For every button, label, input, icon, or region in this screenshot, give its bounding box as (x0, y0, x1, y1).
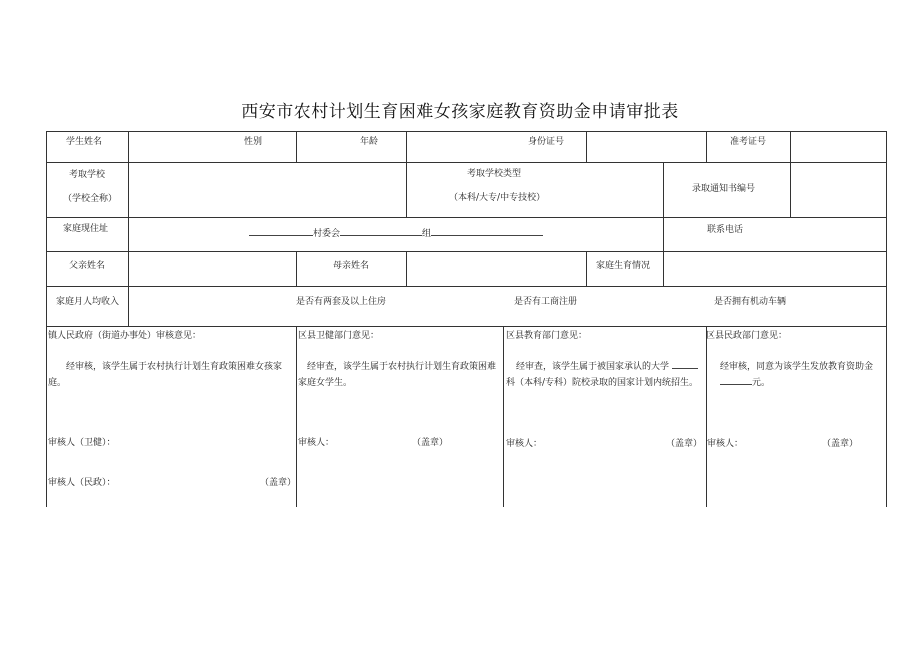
school-note: （学校全称） (63, 194, 118, 204)
vehicle-label: 是否拥有机动车辆 (714, 297, 787, 307)
admission-notice-label: 录取通知书编号 (692, 184, 756, 194)
cell-divider (296, 131, 297, 162)
cell-divider (296, 326, 297, 507)
cell-divider (706, 326, 707, 507)
town-review-heading: 镇人民政府（街道办事处）审核意见： (48, 331, 202, 341)
row-divider (46, 326, 886, 327)
cell-divider (296, 251, 297, 286)
education-review-heading: 区县教育部门意见： (506, 331, 588, 341)
amount-blank[interactable] (720, 376, 752, 385)
cell-divider (790, 162, 791, 217)
health-review-text: 经审查，该学生属于农村执行计划生育政策困难家庭女学生。 (298, 362, 497, 388)
education-seal: （盖章） (666, 439, 703, 449)
business-label: 是否有工商注册 (514, 297, 578, 307)
cell-divider (406, 162, 407, 217)
phone-label: 联系电话 (707, 225, 744, 235)
education-text-line2: 科（本科/专科）院校录取的国家计划内统招生。 (506, 378, 699, 388)
exam-number-label: 准考证号 (730, 137, 767, 147)
cell-divider (128, 251, 129, 286)
row-divider (46, 217, 886, 218)
civil-review-heading: 区县民政部门意见： (706, 331, 788, 341)
civil-text-line2: 元。 (752, 378, 771, 388)
cell-divider (128, 217, 129, 251)
application-form (46, 131, 886, 507)
cell-divider (128, 131, 129, 162)
row-divider (46, 286, 886, 287)
age-label: 年龄 (360, 137, 379, 147)
mother-name-label: 母亲姓名 (333, 261, 370, 271)
civil-review-text (720, 359, 884, 391)
civil-seal: （盖章） (822, 439, 859, 449)
cell-divider (128, 162, 129, 217)
civil-text-line1: 经审核，同意为该学生发放教育资助金 (720, 362, 874, 372)
town-reviewer-health: 审核人（卫健）： (48, 438, 116, 448)
village-blank[interactable] (249, 227, 313, 236)
education-text-line1: 经审查，该学生属于被国家承认的大学 (516, 362, 670, 372)
town-reviewer-civil: 审核人（民政）： (48, 478, 116, 488)
cell-divider (790, 131, 791, 162)
group-blank[interactable] (340, 227, 422, 236)
cell-divider (586, 131, 587, 162)
table-border-left (46, 131, 47, 507)
village-label: 村委会 (313, 229, 341, 239)
town-seal: （盖章） (260, 478, 297, 488)
cell-divider (503, 326, 504, 507)
address-label: 家庭现住址 (63, 224, 109, 234)
health-reviewer: 审核人： (298, 438, 335, 448)
cell-divider (663, 217, 664, 251)
income-label: 家庭月人均收入 (56, 297, 120, 307)
health-seal: （盖章） (412, 438, 449, 448)
education-review-text (506, 359, 704, 391)
school-type-label: 考取学校类型 (467, 169, 522, 179)
cell-divider (663, 251, 664, 286)
civil-reviewer: 审核人： (707, 439, 744, 449)
cell-divider (706, 131, 707, 162)
school-type-note: （本科/大专/中专技校） (449, 193, 546, 203)
gender-label: 性别 (244, 137, 263, 147)
cell-divider (406, 131, 407, 162)
birth-status-label: 家庭生育情况 (596, 261, 651, 271)
cell-divider (663, 162, 664, 217)
cell-divider (406, 251, 407, 286)
town-review-text: 经审核，该学生属于农村执行计划生育政策困难女孩家庭。 (48, 362, 283, 388)
cell-divider (128, 286, 129, 326)
address-line (249, 227, 543, 240)
university-blank[interactable] (672, 360, 698, 369)
education-reviewer: 审核人： (506, 439, 543, 449)
cell-divider (586, 251, 587, 286)
housing-label: 是否有两套及以上住房 (296, 297, 387, 307)
form-title: 西安市农村计划生育困难女孩家庭教育资助金申请审批表 (241, 102, 679, 122)
id-number-label: 身份证号 (528, 137, 565, 147)
address-blank[interactable] (431, 227, 543, 236)
health-review-heading: 区县卫健部门意见： (298, 331, 380, 341)
father-name-label: 父亲姓名 (69, 261, 106, 271)
table-border-top (46, 131, 886, 132)
school-label: 考取学校 (69, 170, 106, 180)
table-border-right (886, 131, 887, 507)
row-divider (46, 251, 886, 252)
group-label: 组 (422, 229, 432, 239)
student-name-label: 学生姓名 (66, 137, 103, 147)
row-divider (46, 162, 886, 163)
